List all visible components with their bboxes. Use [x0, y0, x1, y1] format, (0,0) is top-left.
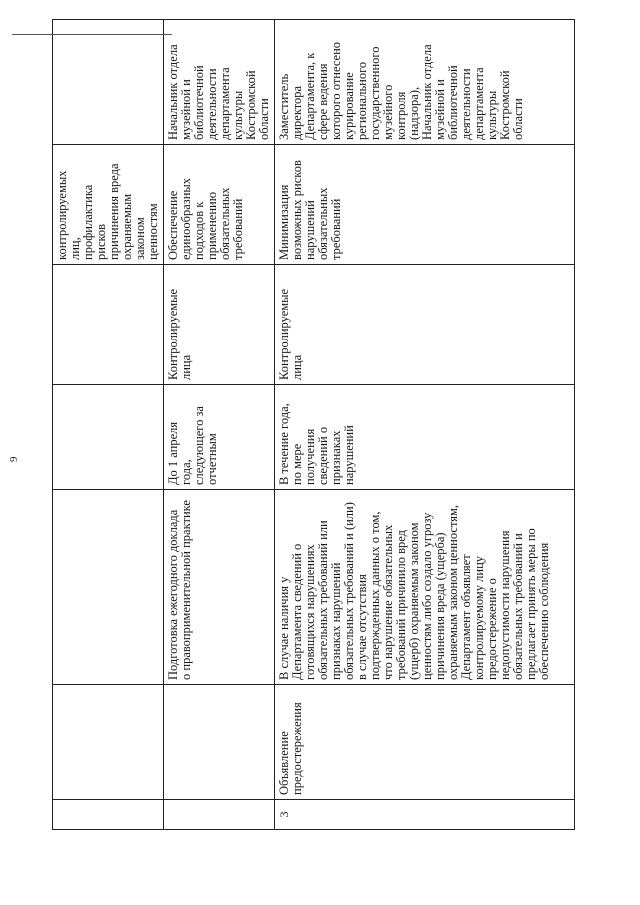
page-number: 9: [8, 456, 20, 462]
footnote-rule: [12, 33, 172, 35]
measures-table: [52, 19, 575, 830]
cell-deadline: В течение года, по мере получения сведений о признаках нарушений: [275, 385, 575, 490]
cell-addressees: [53, 265, 164, 385]
cell-responsible: Заместитель директора Департамента, к сфере ведения которого отнесено курирование регионального государственного музейного контроля (надзора), Начальник отдела музейной и библиотечной деятельности департамента культуры Костромской области: [275, 20, 575, 145]
cell-measure: Объявление предостережения: [275, 685, 575, 800]
cell-measure: [164, 685, 275, 800]
cell-num: 3: [275, 800, 575, 830]
cell-num: [164, 800, 275, 830]
cell-result: Минимизация возможных рисков нарушений обязательных требований: [275, 145, 575, 265]
cell-content: [53, 490, 164, 685]
cell-num: [53, 800, 164, 830]
table-row-top: [53, 20, 164, 830]
cell-deadline: До 1 апреля года, следующего за отчетным: [164, 385, 275, 490]
cell-content: Подготовка ежегодного доклада о правоприменительной практике: [164, 490, 275, 685]
table-row-3: [275, 20, 575, 830]
cell-addressees: Контролируемые лица: [275, 265, 575, 385]
cell-addressees: Контролируемые лица: [164, 265, 275, 385]
cell-responsible: Начальник отдела музейной и библиотечной деятельности департамента культуры Костромской области: [164, 20, 275, 145]
table-row-2: [164, 20, 275, 830]
cell-responsible: [53, 20, 164, 145]
cell-content: В случае наличия у Департамента сведений о готовящихся нарушениях обязательных требований или признаках нарушений обязательных требований и (или) в случае отсутствия подтвержденных данных о том, что нарушение обязательных требований причинило вред (ущерб) охраняемым законом ценностям либо создало угрозу причинения вреда (ущерба) охраняемым законом ценностям, Департамент объявляет контролируемому лицу предостережение о недопустимости нарушения обязательных требований и предлагает принять меры по обеспечению соблюдения: [275, 490, 575, 685]
cell-measure: [53, 685, 164, 800]
cell-deadline: [53, 385, 164, 490]
cell-result: Обеспечение единообразных подходов к применению обязательных требований: [164, 145, 275, 265]
cell-result: контролируемых лиц, профилактика рисков причинения вреда охраняемым законом ценностям: [53, 145, 164, 265]
